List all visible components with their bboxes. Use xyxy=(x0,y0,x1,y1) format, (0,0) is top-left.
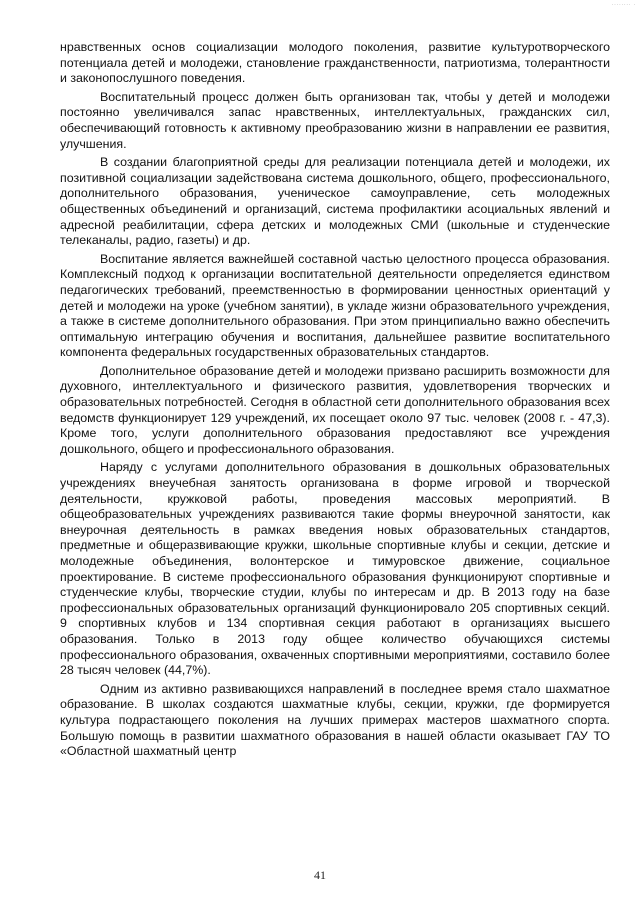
document-body xyxy=(60,40,610,763)
paragraph: Воспитательный процесс должен быть организован так, чтобы у детей и молодежи постоянно увеличивался запас нравственных, интеллектуальных, гражданских сил, обеспечивающий готовность к активному преобразованию жизни в направлении ее развития, улучшения. xyxy=(60,89,610,151)
paragraph: Наряду с услугами дополнительного образования в дошкольных образовательных учреждениях внеучебная занятость организована в форме игровой и творческой деятельности, кружковой работы, проведения массовых мероприятий. В общеобразовательных учреждениях развиваются такие формы внеурочной занятости, как внеурочная деятельность в рамках введения новых образовательных стандартов, предметные и общеразвивающие кружки, школьные спортивные клубы и секции, детские и молодежные объединения, волонтерское и тимуровское движение, социальное проектирование. В системе профессионального образования функционируют спортивные и студенческие клубы, творческие студии, клубы по интересам и др. В 2013 году на базе профессиональных образовательных организаций функционировало 205 спортивных секций. 9 спортивных клубов и 134 спортивная секция работают в организациях высшего образования. Только в 2013 году общее количество обучающихся системы профессионального образования, охваченных спортивными мероприятиями, составило более 28 тысяч человек (44,7%). xyxy=(60,460,610,678)
paragraph: Воспитание является важнейшей составной частью целостного процесса образования. Комплексный подход к организации воспитательной деятельности определяется единством педагогических требований, преемственностью в формировании ценностных ориентаций у детей и молодежи на уроке (учебном занятии), в укладе жизни образовательного учреждения, а также в системе дополнительного образования. При этом принципиально важно обеспечить оптимальную интеграцию обучения и воспитания, дальнейшее развитие воспитательного компонента федеральных государственных образовательных стандартов. xyxy=(60,251,610,360)
page-number: 41 xyxy=(314,868,326,882)
corner-mark: ........ . xyxy=(611,0,636,7)
paragraph: В создании благоприятной среды для реализации потенциала детей и молодежи, их позитивной социализации задействована система дошкольного, общего, профессионального, дополнительного образования, ученическое самоуправление, сеть молодежных общественных объединений и организаций, система профилактики асоциальных явлений и адресной реабилитации, сфера детских и молодежных СМИ (школьные и студенческие телеканалы, радио, газеты) и др. xyxy=(60,155,610,248)
paragraph: Одним из активно развивающихся направлений в последнее время стало шахматное образование. В школах создаются шахматные клубы, секции, кружки, где формируется культура подрастающего поколения на лучших примерах мастеров шахматного спорта. Большую помощь в развитии шахматного образования в нашей области оказывает ГАУ ТО «Областной шахматный центр xyxy=(60,681,610,759)
paragraph-continuation: нравственных основ социализации молодого поколения, развитие культуротворческого потенциала детей и молодежи, становление гражданственности, патриотизма, толерантности и законопослушного поведения. xyxy=(60,40,610,86)
paragraph: Дополнительное образование детей и молодежи призвано расширить возможности для духовного, интеллектуального и физического развития, удовлетворения творческих и образовательных потребностей. Сегодня в областной сети дополнительного образования всех ведомств функционирует 129 учреждений, их посещает около 97 тыс. человек (2008 г. - 47,3). Кроме того, услуги дополнительного образования предоставляют все учреждения дошкольного, общего и профессионального образования. xyxy=(60,363,610,456)
